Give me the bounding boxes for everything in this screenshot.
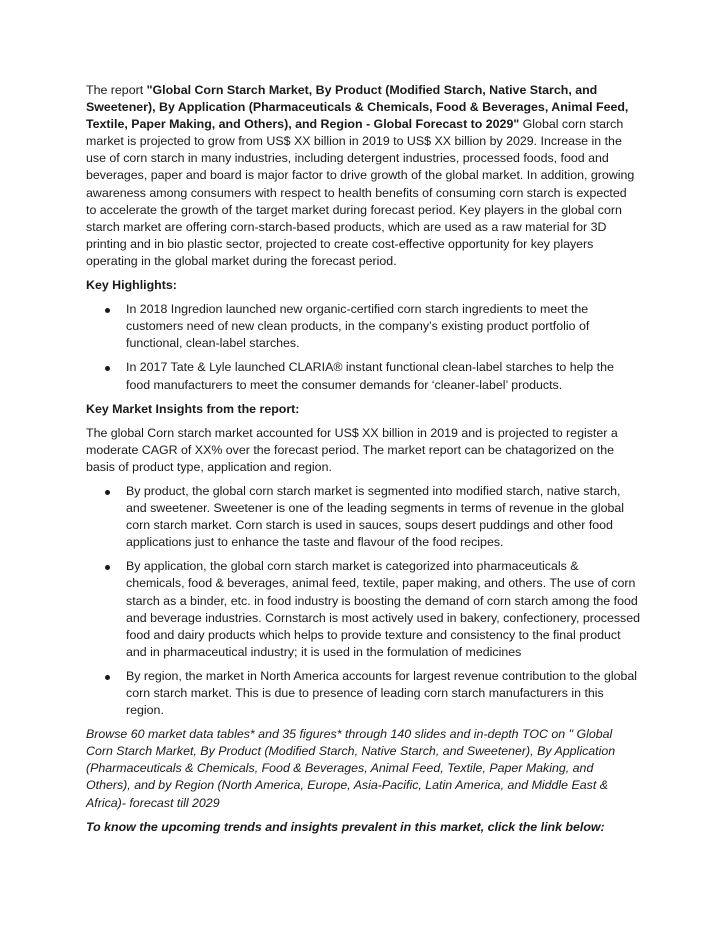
list-item xyxy=(86,668,640,719)
intro-body: Global corn starch market is projected to grow from US$ XX billion in 2019 to US$ XX billion by 2029. Increase in the use of corn starch in many industries, including detergent industries, processed foods, food and beverages, paper and board is major factor to drive growth of the global market. In addition, growing awareness among consumers with respect to health benefits of consuming corn starch is expected to accelerate the growth of the target market during forecast period. Key players in the global corn starch market are offering corn-starch-based products, which are used as a raw material for 3D printing and in bio plastic sector, projected to create cost-effective opportunity for key players operating in the global market during the forecast period. xyxy=(86,117,635,268)
key-highlights-list xyxy=(86,301,640,393)
list-item-text: By application, the global corn starch market is categorized into pharmaceuticals & chemicals, food & beverages, animal feed, textile, paper making, and others. The use of corn starch as a binder, etc. in food industry is boosting the demand of corn starch among the food and beverage industries. Cornstarch is most actively used in bakery, confectionery, processed food and dairy products which helps to provide texture and consistency to the final product and in pharmaceutical industry; it is used in the formulation of medicines xyxy=(126,559,641,659)
list-item-text: By region, the market in North America accounts for largest revenue contribution to the global corn starch market. This is due to presence of leading corn starch manufacturers in this region. xyxy=(126,668,638,718)
list-item xyxy=(86,301,640,352)
insights-paragraph: The global Corn starch market accounted for US$ XX billion in 2019 and is projected to register a moderate CAGR of XX% over the forecast period. The market report can be chatagorized on the basis of product type, application and region. xyxy=(86,425,618,474)
list-item-text: In 2017 Tate & Lyle launched CLARIA® instant functional clean-label starches to help the food manufacturers to meet the consumer demands for ‘cleaner-label’ products. xyxy=(126,360,614,392)
bullet-icon xyxy=(105,490,110,495)
report-title: "Global Corn Starch Market, By Product (Modified Starch, Native Starch, and Sweetener), By Application (Pharmaceuticals & Chemicals, Food & Beverages, Animal Feed, Textile, Paper Making, and Others), and Region - Global Forecast to 2029" xyxy=(86,83,629,132)
list-item xyxy=(86,359,640,393)
key-market-insights-heading: Key Market Insights from the report: xyxy=(86,401,300,416)
intro-prefix: The report xyxy=(86,83,147,97)
insights-list xyxy=(86,483,640,719)
list-item-text: In 2018 Ingredion launched new organic-certified corn starch ingredients to meet the customers need of new clean products, in the company’s existing product portfolio of functional, clean-label starches. xyxy=(126,302,590,351)
list-item xyxy=(86,483,640,551)
browse-paragraph: Browse 60 market data tables* and 35 figures* through 140 slides and in-depth TOC on " Global Corn Starch Market, By Product (Modified Starch, Native Starch, and Sweetener), By Application (Pharmaceuticals & Chemicals, Food & Beverages, Animal Feed, Textile, Paper Making, and Others), and by Region (North America, Europe, Asia-Pacific, Latin America, and Middle East & Africa)- forecast till 2029 xyxy=(86,727,616,810)
bullet-icon xyxy=(105,366,110,371)
list-item xyxy=(86,558,640,661)
key-highlights-heading: Key Highlights: xyxy=(86,278,177,293)
list-item-text: By product, the global corn starch market is segmented into modified starch, native starch, and sweetener. Sweetener is one of the leading segments in terms of revenue in the global corn starch market. Corn starch is used in sauces, soups desert puddings and other food applications just to enhance the taste and flavour of the food recipes. xyxy=(126,483,625,550)
bullet-icon xyxy=(105,565,110,570)
bullet-icon xyxy=(105,308,110,313)
call-to-action-text: To know the upcoming trends and insights prevalent in this market, click the link below: xyxy=(86,819,605,834)
bullet-icon xyxy=(105,675,110,680)
intro-paragraph xyxy=(86,82,640,270)
